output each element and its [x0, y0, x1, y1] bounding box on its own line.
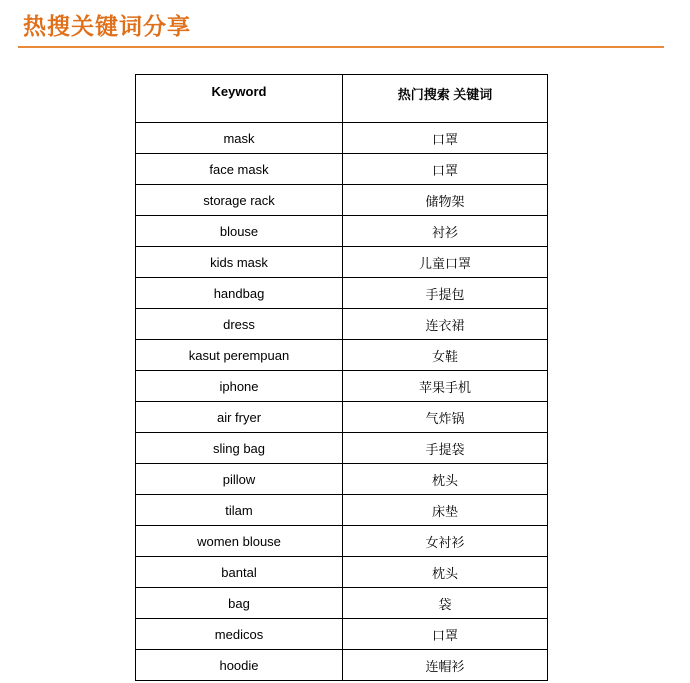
chinese-keyword-cell: 衬衫	[343, 216, 548, 247]
keyword-cell: dress	[136, 309, 343, 340]
table-row	[136, 340, 548, 371]
keyword-cell: sling bag	[136, 433, 343, 464]
keyword-cell: air fryer	[136, 402, 343, 433]
chinese-keyword-cell: 苹果手机	[343, 371, 548, 402]
keyword-cell: kids mask	[136, 247, 343, 278]
chinese-keyword-cell: 床垫	[343, 495, 548, 526]
keyword-cell: hoodie	[136, 650, 343, 681]
table-row	[136, 309, 548, 340]
table-row	[136, 278, 548, 309]
header-hot-search-keyword: 热门搜索 关键词	[343, 75, 548, 123]
keyword-cell: face mask	[136, 154, 343, 185]
chinese-keyword-cell: 连衣裙	[343, 309, 548, 340]
table-row	[136, 464, 548, 495]
keyword-cell: storage rack	[136, 185, 343, 216]
table-row	[136, 154, 548, 185]
chinese-keyword-cell: 气炸锅	[343, 402, 548, 433]
table-header-row	[136, 75, 548, 123]
chinese-keyword-cell: 手提包	[343, 278, 548, 309]
table-row	[136, 433, 548, 464]
chinese-keyword-cell: 袋	[343, 588, 548, 619]
table-row	[136, 185, 548, 216]
table-row	[136, 123, 548, 154]
table-row	[136, 247, 548, 278]
table-body	[136, 123, 548, 681]
keyword-cell: medicos	[136, 619, 343, 650]
keyword-table	[135, 74, 548, 681]
title-divider	[18, 46, 664, 48]
keyword-cell: women blouse	[136, 526, 343, 557]
chinese-keyword-cell: 口罩	[343, 619, 548, 650]
chinese-keyword-cell: 连帽衫	[343, 650, 548, 681]
table-row	[136, 526, 548, 557]
table-row	[136, 216, 548, 247]
page-title: 热搜关键词分享	[23, 14, 191, 40]
table-row	[136, 402, 548, 433]
keyword-cell: bantal	[136, 557, 343, 588]
keyword-cell: handbag	[136, 278, 343, 309]
chinese-keyword-cell: 儿童口罩	[343, 247, 548, 278]
table-row	[136, 371, 548, 402]
chinese-keyword-cell: 口罩	[343, 123, 548, 154]
keyword-cell: tilam	[136, 495, 343, 526]
keyword-cell: mask	[136, 123, 343, 154]
chinese-keyword-cell: 女鞋	[343, 340, 548, 371]
table-row	[136, 650, 548, 681]
keyword-cell: blouse	[136, 216, 343, 247]
chinese-keyword-cell: 口罩	[343, 154, 548, 185]
chinese-keyword-cell: 储物架	[343, 185, 548, 216]
table-row	[136, 619, 548, 650]
table-row	[136, 588, 548, 619]
keyword-cell: pillow	[136, 464, 343, 495]
keyword-cell: iphone	[136, 371, 343, 402]
chinese-keyword-cell: 枕头	[343, 464, 548, 495]
keyword-cell: kasut perempuan	[136, 340, 343, 371]
chinese-keyword-cell: 女衬衫	[343, 526, 548, 557]
table-row	[136, 495, 548, 526]
chinese-keyword-cell: 手提袋	[343, 433, 548, 464]
chinese-keyword-cell: 枕头	[343, 557, 548, 588]
keyword-cell: bag	[136, 588, 343, 619]
table-row	[136, 557, 548, 588]
header-keyword: Keyword	[136, 75, 343, 123]
